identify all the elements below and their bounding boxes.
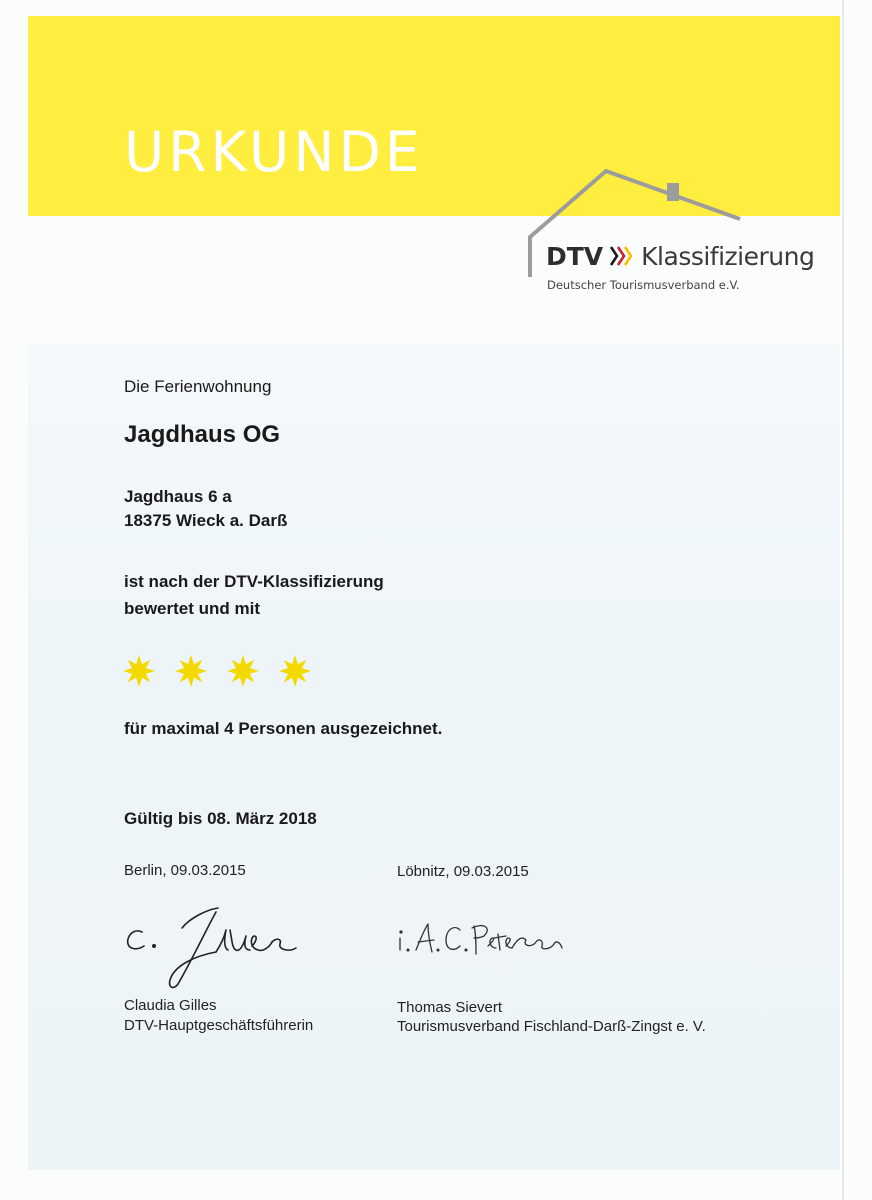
logo-subtitle: Deutscher Tourismusverband e.V. bbox=[547, 278, 740, 292]
address-street: Jagdhaus 6 a bbox=[124, 487, 232, 506]
logo-brand: DTV bbox=[546, 241, 604, 271]
star-icon bbox=[278, 654, 312, 688]
signatory-role-left: DTV-Hauptgeschäftsführerin bbox=[124, 1017, 314, 1034]
statement-line-2: bewertet und mit bbox=[124, 599, 261, 618]
signatory-name-right: Thomas Sievert bbox=[397, 999, 503, 1016]
address-city: 18375 Wieck a. Darß bbox=[124, 511, 288, 530]
validity-date: Gültig bis 08. März 2018 bbox=[124, 809, 317, 828]
award-text: für maximal 4 Personen ausgezeichnet. bbox=[124, 719, 443, 738]
star-icon bbox=[174, 654, 208, 688]
paper-edge bbox=[842, 0, 844, 1200]
place-date-left: Berlin, 09.03.2015 bbox=[124, 862, 246, 879]
star-icon bbox=[226, 654, 260, 688]
dtv-logo bbox=[546, 236, 814, 276]
chevron-arrows-icon bbox=[609, 244, 635, 268]
property-name: Jagdhaus OG bbox=[124, 421, 281, 448]
statement-line-1: ist nach der DTV-Klassifizierung bbox=[124, 572, 384, 591]
place-date-right: Löbnitz, 09.03.2015 bbox=[397, 863, 529, 880]
certificate-title: URKUNDE bbox=[124, 120, 424, 184]
signatory-role-right: Tourismusverband Fischland-Darß-Zingst e. V. bbox=[397, 1018, 706, 1035]
signatory-name-left: Claudia Gilles bbox=[124, 997, 217, 1014]
logo-name: Klassifizierung bbox=[641, 241, 815, 271]
star-icon bbox=[122, 654, 156, 688]
star-rating bbox=[122, 654, 312, 688]
signature-petersen bbox=[394, 910, 574, 965]
property-type-label: Die Ferienwohnung bbox=[124, 377, 272, 396]
signature-gilles bbox=[120, 900, 320, 995]
content-panel bbox=[28, 345, 840, 1170]
